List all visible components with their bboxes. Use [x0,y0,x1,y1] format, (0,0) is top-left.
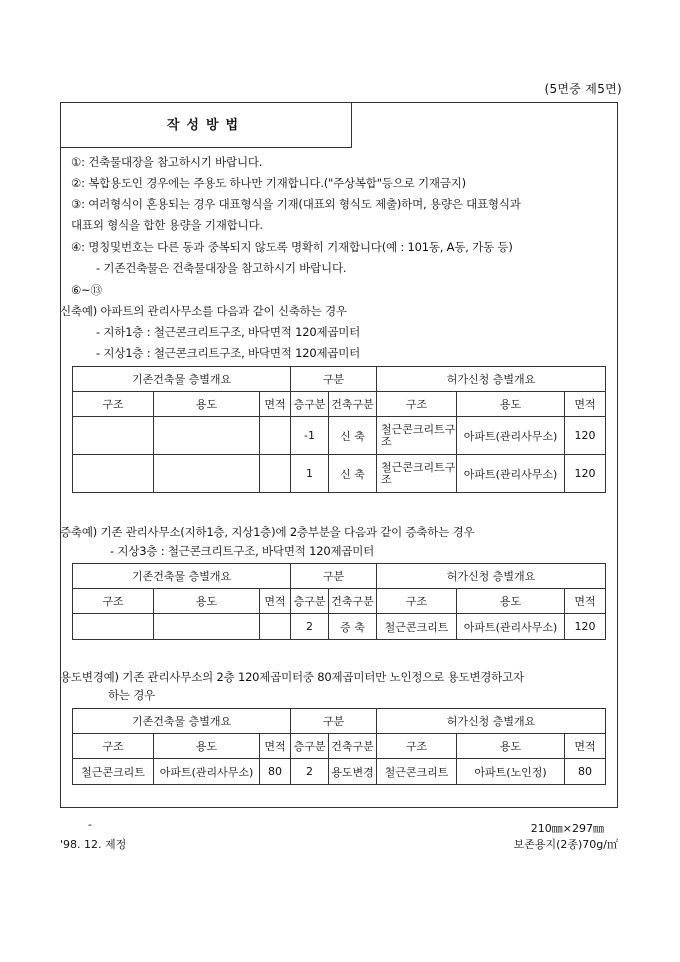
table-row [73,417,606,455]
header-floor-division: 층구분 [291,589,329,614]
cell-build: 증 축 [329,614,377,640]
header-use: 용도 [457,589,565,614]
cell-use: 아파트(관리사무소) [457,417,565,455]
header-structure: 구조 [377,589,457,614]
example-extension-title: 증축예) 기존 관리사무소(지하1층, 지상1층)에 2층부분을 다음과 같이 증축하는 경우 [60,525,475,539]
header-structure: 구조 [377,392,457,417]
footer-dash: - [88,818,92,831]
header-permit: 허가신청 층별개요 [377,564,606,589]
header-structure: 구조 [377,734,457,759]
table-use-change [72,708,606,785]
header-area: 면적 [565,589,606,614]
table-extension [72,563,606,640]
footer-paper-size: 210㎜×297㎜ [530,822,604,835]
header-existing: 기존건축물 층별개요 [73,367,291,392]
cell-floor: 1 [291,455,329,493]
header-floor-division: 층구분 [291,392,329,417]
note-2: ②: 복합용도인 경우에는 주용도 하나만 기재합니다.("주상복합"등으로 기재금지) [71,176,466,190]
header-area: 면적 [260,392,291,417]
cell-area: 120 [565,417,606,455]
header-use: 용도 [457,392,565,417]
header-structure: 구조 [73,589,154,614]
footer-enacted: '98. 12. 제정 [60,838,127,851]
header-existing: 기존건축물 층별개요 [73,564,291,589]
header-permit: 허가신청 층별개요 [377,367,606,392]
header-existing: 기존건축물 층별개요 [73,709,291,734]
note-1: ①: 건축물대장을 참고하시기 바랍니다. [71,155,263,169]
cell-area: 120 [565,614,606,640]
note-3-cont: 대표외 형식을 합한 용량을 기재합니다. [71,218,263,232]
header-build-division: 건축구분 [329,589,377,614]
header-build-division: 건축구분 [329,392,377,417]
example-change-title: 용도변경예) 기존 관리사무소의 2층 120제곱미터중 80제곱미터만 노인정으로 용도변경하고자 [60,670,524,684]
footer-paper-type: 보존용지(2종)70g/㎡ [513,838,618,851]
table-row [73,455,606,493]
cell-floor: -1 [291,417,329,455]
header-use: 용도 [154,589,260,614]
header-area: 면적 [565,392,606,417]
section-title: 작성방법 [60,102,352,148]
header-use: 용도 [154,392,260,417]
cell-use: 아파트(관리사무소) [457,455,565,493]
example-new-line-1: - 지하1층 : 철근콘크리트구조, 바닥면적 120제곱미터 [96,325,361,339]
header-permit: 허가신청 층별개요 [377,709,606,734]
header-floor-division: 층구분 [291,734,329,759]
page-number: (5면중 제5면) [544,82,622,96]
cell-structure: 철근콘크리트 [377,614,457,640]
note-4: ④: 명칭및번호는 다른 동과 중복되지 않도록 명확히 기재합니다(예 : 101동, A동, 가동 등) [71,240,513,254]
cell-existing-structure: 철근콘크리트 [73,759,154,785]
cell-existing-use: 아파트(관리사무소) [154,759,260,785]
cell-floor: 2 [291,759,329,785]
cell-structure: 철근콘크리트 [377,759,457,785]
table-new-construction [72,366,606,493]
cell-use: 아파트(관리사무소) [457,614,565,640]
example-new-line-2: - 지상1층 : 철근콘크리트구조, 바닥면적 120제곱미터 [96,346,361,360]
cell-floor: 2 [291,614,329,640]
note-3: ③: 여러형식이 혼용되는 경우 대표형식을 기재(대표외 형식도 제출)하며, 용량은 대표형식과 [71,197,521,211]
note-4-sub: - 기존건축물은 건축물대장을 참고하시기 바랍니다. [96,261,347,275]
cell-build: 신 축 [329,417,377,455]
header-area: 면적 [565,734,606,759]
cell-structure: 철근콘크리트구조 [377,417,457,455]
header-build-division: 건축구분 [329,734,377,759]
cell-area: 80 [565,759,606,785]
header-division: 구분 [291,709,377,734]
header-area: 면적 [260,734,291,759]
cell-use: 아파트(노인정) [457,759,565,785]
header-division: 구분 [291,564,377,589]
header-use: 용도 [457,734,565,759]
cell-build: 용도변경 [329,759,377,785]
cell-area: 120 [565,455,606,493]
cell-build: 신 축 [329,455,377,493]
cell-existing-area: 80 [260,759,291,785]
header-structure: 구조 [73,734,154,759]
note-range: ⑥~⑬ [71,283,102,297]
table-row [73,759,606,785]
header-structure: 구조 [73,392,154,417]
header-division: 구분 [291,367,377,392]
table-row [73,614,606,640]
example-extension-line: - 지상3층 : 철근콘크리트구조, 바닥면적 120제곱미터 [110,544,375,558]
example-new-title: 신축예) 아파트의 관리사무소를 다음과 같이 신축하는 경우 [60,304,347,318]
header-area: 면적 [260,589,291,614]
cell-structure: 철근콘크리트구조 [377,455,457,493]
header-use: 용도 [154,734,260,759]
example-change-cont: 하는 경우 [108,688,156,702]
